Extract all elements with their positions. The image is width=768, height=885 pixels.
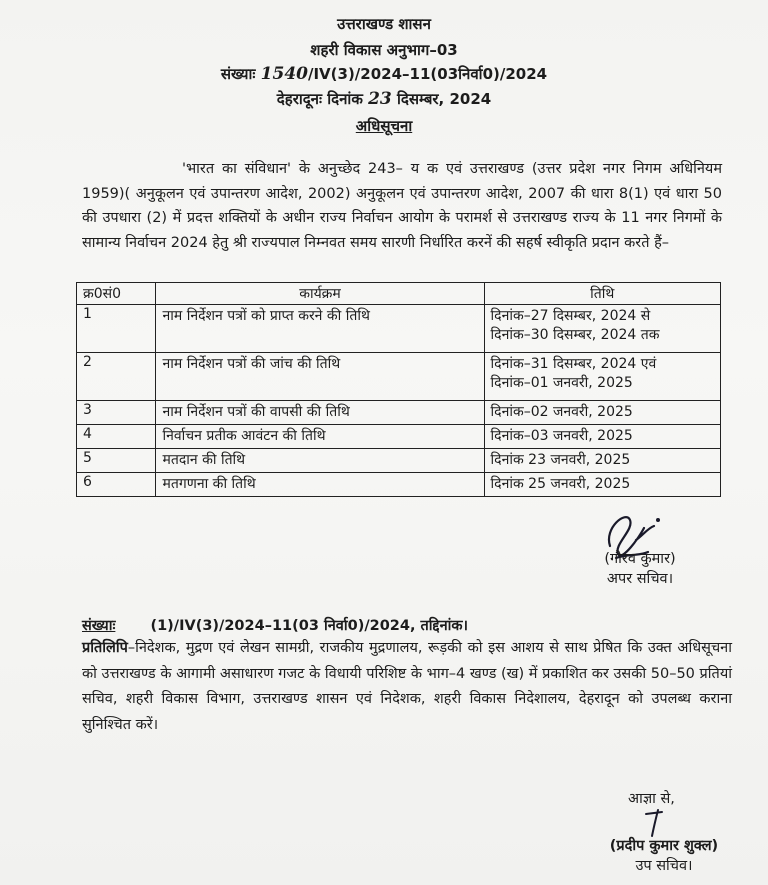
reference-prefix: संख्याः [220,65,256,83]
row-date-line: दिनांक–27 दिसम्बर, 2024 से [490,308,651,324]
copy-paragraph [82,636,732,738]
row-event: नाम निर्देशन पत्रों को प्राप्त करने की तिथि [156,305,484,353]
table-row [77,449,721,473]
notification-title: अधिसूचना [355,117,413,135]
issue-date [0,89,768,109]
row-event: मतगणना की तिथि [156,473,484,497]
date-suffix: दिसम्बर, 2024 [396,90,492,108]
table-row [77,353,721,401]
header-date: तिथि [484,283,720,305]
date-handwritten-day: 23 [368,89,392,109]
row-date [484,353,720,401]
copy-reference-text: (1)/IV(3)/2024–11(03 निर्वा0)/2024, तद्दिनांक। [150,618,469,634]
table-header-row [77,283,721,305]
date-prefix: देहरादूनः दिनांक [276,90,363,108]
header-programme: कार्यक्रम [156,283,484,305]
row-date-line: दिनांक–01 जनवरी, 2025 [490,375,633,391]
row-number: 5 [77,449,156,473]
table-row [77,425,721,449]
row-number: 4 [77,425,156,449]
reference-number [0,64,768,84]
signatory-1-name: (गौरव कुमार) [604,551,676,567]
signatory-1-designation: अपर सचिव। [606,571,674,587]
table-row [77,305,721,353]
signatory-1-block [590,548,690,588]
copy-reference-line [82,615,468,635]
row-number: 3 [77,401,156,425]
government-title: उत्तराखण्ड शासन [337,15,431,33]
row-number: 1 [77,305,156,353]
election-schedule-table [76,282,721,497]
signature-scribble-2 [636,806,676,838]
row-event: नाम निर्देशन पत्रों की वापसी की तिथि [156,401,484,425]
by-order-text: आज्ञा से, [628,791,675,807]
signatory-2-designation: उप सचिव। [635,858,693,874]
signatory-2-block [594,835,734,875]
department-section: शहरी विकास अनुभाग–03 [310,41,458,59]
row-event: मतदान की तिथि [156,449,484,473]
reference-suffix: /IV(3)/2024–11(03निर्वा0)/2024 [307,65,548,83]
copy-reference-label: संख्याः [82,618,116,634]
table-row [77,401,721,425]
copy-label: प्रतिलिपि [82,640,128,656]
table-row [77,473,721,497]
row-event: निर्वाचन प्रतीक आवंटन की तिथि [156,425,484,449]
row-number: 6 [77,473,156,497]
signatory-2-name: (प्रदीप कुमार शुक्ल) [609,838,719,854]
row-number: 2 [77,353,156,401]
row-date: दिनांक 25 जनवरी, 2025 [484,473,720,497]
copy-text: –निदेशक, मुद्रण एवं लेखन सामग्री, राजकीय मुद्रणालय, रूड़की को इस आशय से साथ प्रेषित कि उक्त अधिसूचना को उत्तराखण्ड के आगामी असाधारण गजट के विधायी परिशिष्ट के भाग–4 खण्ड (ख) में प्रकाशित कर उसकी 50–50 प्रतियां सचिव, शहरी विकास विभाग, उत्तराखण्ड शासन एवं निदेशक, शहरी विकास निदेशालय, देहरादून को उपलब्ध कराना सुनिश्चित करें। [82,640,732,733]
row-date [484,305,720,353]
reference-handwritten-number: 1540 [260,64,308,84]
row-date-line: दिनांक–30 दिसम्बर, 2024 तक [490,327,660,343]
row-date: दिनांक–03 जनवरी, 2025 [484,425,720,449]
row-date: दिनांक 23 जनवरी, 2025 [484,449,720,473]
row-date-line: दिनांक–31 दिसम्बर, 2024 एवं [490,356,657,372]
intro-paragraph: 'भारत का संविधान' के अनुच्छेद 243– य क एवं उत्तराखण्ड (उत्तर प्रदेश नगर निगम अधिनियम 1959)( अनुकूलन एवं उपान्तरण आदेश, 2002) अनुकूलन एवं उपान्तरण आदेश, 2007 की धारा 8(1) एवं धारा 50 की उपधारा (2) में प्रदत्त शक्तियों के अधीन राज्य निर्वाचन आयोग के परामर्श से उत्तराखण्ड राज्य के 11 नगर निगमों के सामान्य निर्वाचन 2024 हेतु श्री राज्यपाल निम्नवत समय सारणी निर्धारित करनें की सहर्ष स्वीकृति प्रदान करते हैं– [82,161,722,251]
document-title [0,116,768,136]
header-serial-number: क्र0सं0 [77,283,156,305]
row-event: नाम निर्देशन पत्रों की जांच की तिथि [156,353,484,401]
row-date: दिनांक–02 जनवरी, 2025 [484,401,720,425]
